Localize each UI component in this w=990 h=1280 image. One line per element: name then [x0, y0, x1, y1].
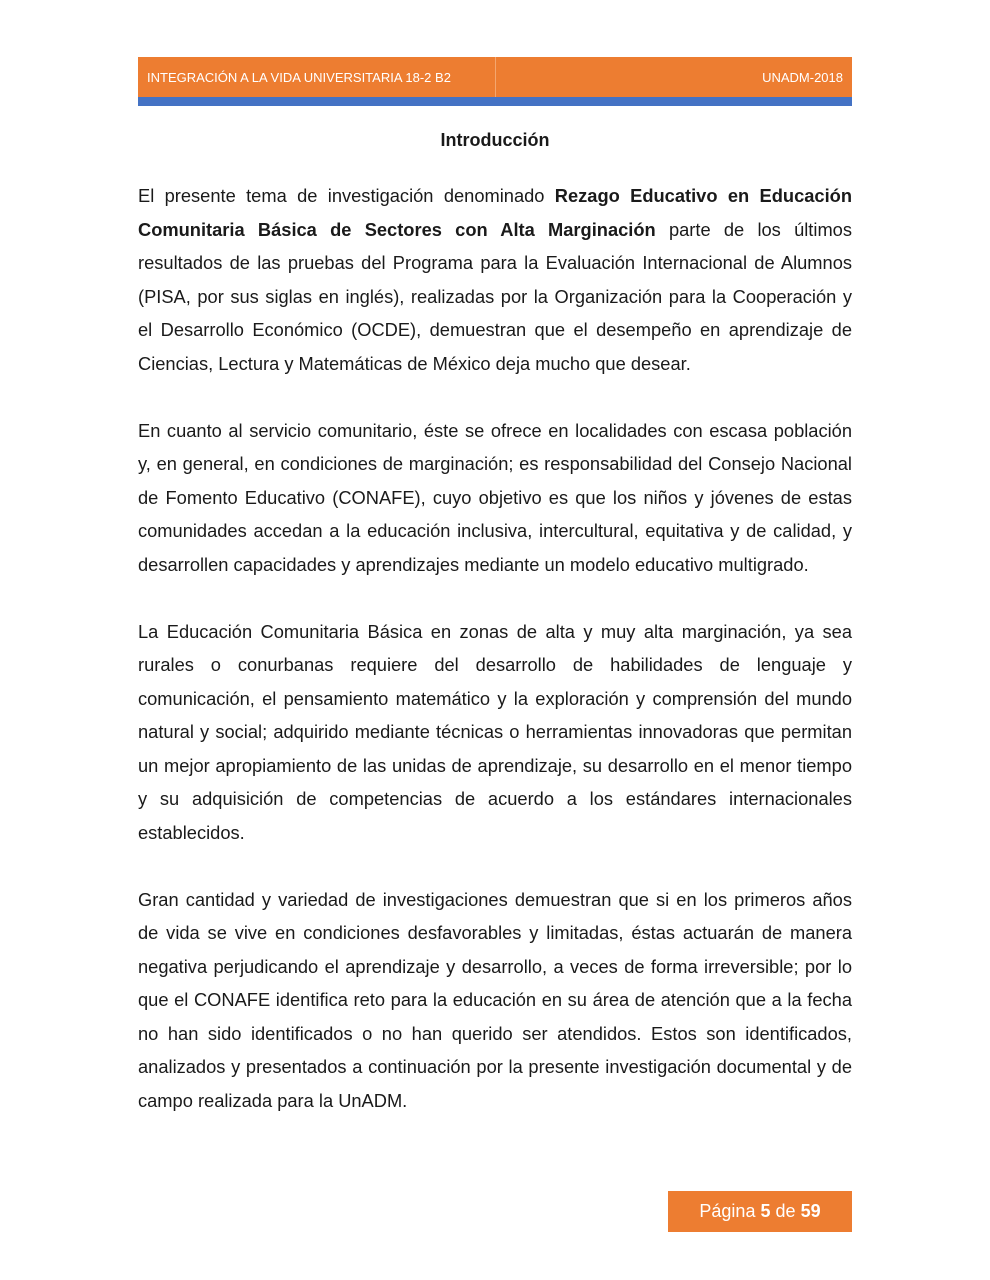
header-institution: UNADM-2018 — [762, 70, 843, 85]
paragraph: En cuanto al servicio comunitario, éste se ofrece en localidades con escasa población y, en general, en condiciones de marginación; es responsabilidad del Consejo Nacional de Fomento Educativo (CONAFE), cuyo objetivo es que los niños y jóvenes de estas comunidades accedan a la educación inclusiva, intercultural, equitativa y de calidad, y desarrollen capacidades y aprendizajes mediante un modelo educativo multigrado. — [138, 419, 852, 575]
page-number-footer — [668, 1191, 852, 1232]
of-label: de — [775, 1201, 796, 1221]
paragraph: La Educación Comunitaria Básica en zonas de alta y muy alta marginación, ya sea rurales o conurbanas requiere del desarrollo de habilidades de lenguaje y comunicación, el pensamiento matemático y la exploración y comprensión del mundo natural y social; adquirido mediante técnicas o herramientas innovadoras que permitan un mejor apropiamiento de las unidas de aprendizaje, su desarrollo en el menor tiempo y su adquisición de competencias de acuerdo a los estándares internacionales establecidos. — [138, 620, 852, 843]
bold-topic: Rezago Educativo en Educación Comunitaria Básica de Sectores con Alta Marginación — [138, 185, 852, 240]
document-body — [138, 179, 852, 1151]
total-pages: 59 — [800, 1201, 821, 1221]
text: El presente tema de investigación denominado — [138, 185, 555, 206]
current-page: 5 — [760, 1201, 771, 1221]
header-divider — [495, 57, 496, 97]
paragraph — [138, 179, 852, 380]
page-label: Página — [699, 1201, 756, 1221]
page-header — [138, 57, 852, 97]
text: parte de los últimos resultados de las pruebas del Programa para la Evaluación Internacional de Alumnos (PISA, por sus siglas en inglés), realizadas por la Organización para la Cooperación y el Desarrollo Económico (OCDE), demuestran que el desempeño en aprendizaje de Ciencias, Lectura y Matemáticas de México deja mucho que desear. — [138, 218, 852, 374]
section-title: Introducción — [440, 130, 550, 150]
paragraph: Gran cantidad y variedad de investigaciones demuestran que si en los primeros años de vida se vive en condiciones desfavorables y limitadas, éstas actuarán de manera negativa perjudicando el aprendizaje y desarrollo, a veces de forma irreversible; por lo que el CONAFE identifica reto para la educación en su área de atención que a la fecha no han sido identificados o no han querido ser atendidos. Estos son identificados, analizados y presentados a continuación por la presente investigación documental y de campo realizada para la UnADM. — [138, 888, 852, 1111]
header-underline — [138, 97, 852, 106]
header-course: INTEGRACIÓN A LA VIDA UNIVERSITARIA 18-2 B2 — [147, 70, 451, 85]
